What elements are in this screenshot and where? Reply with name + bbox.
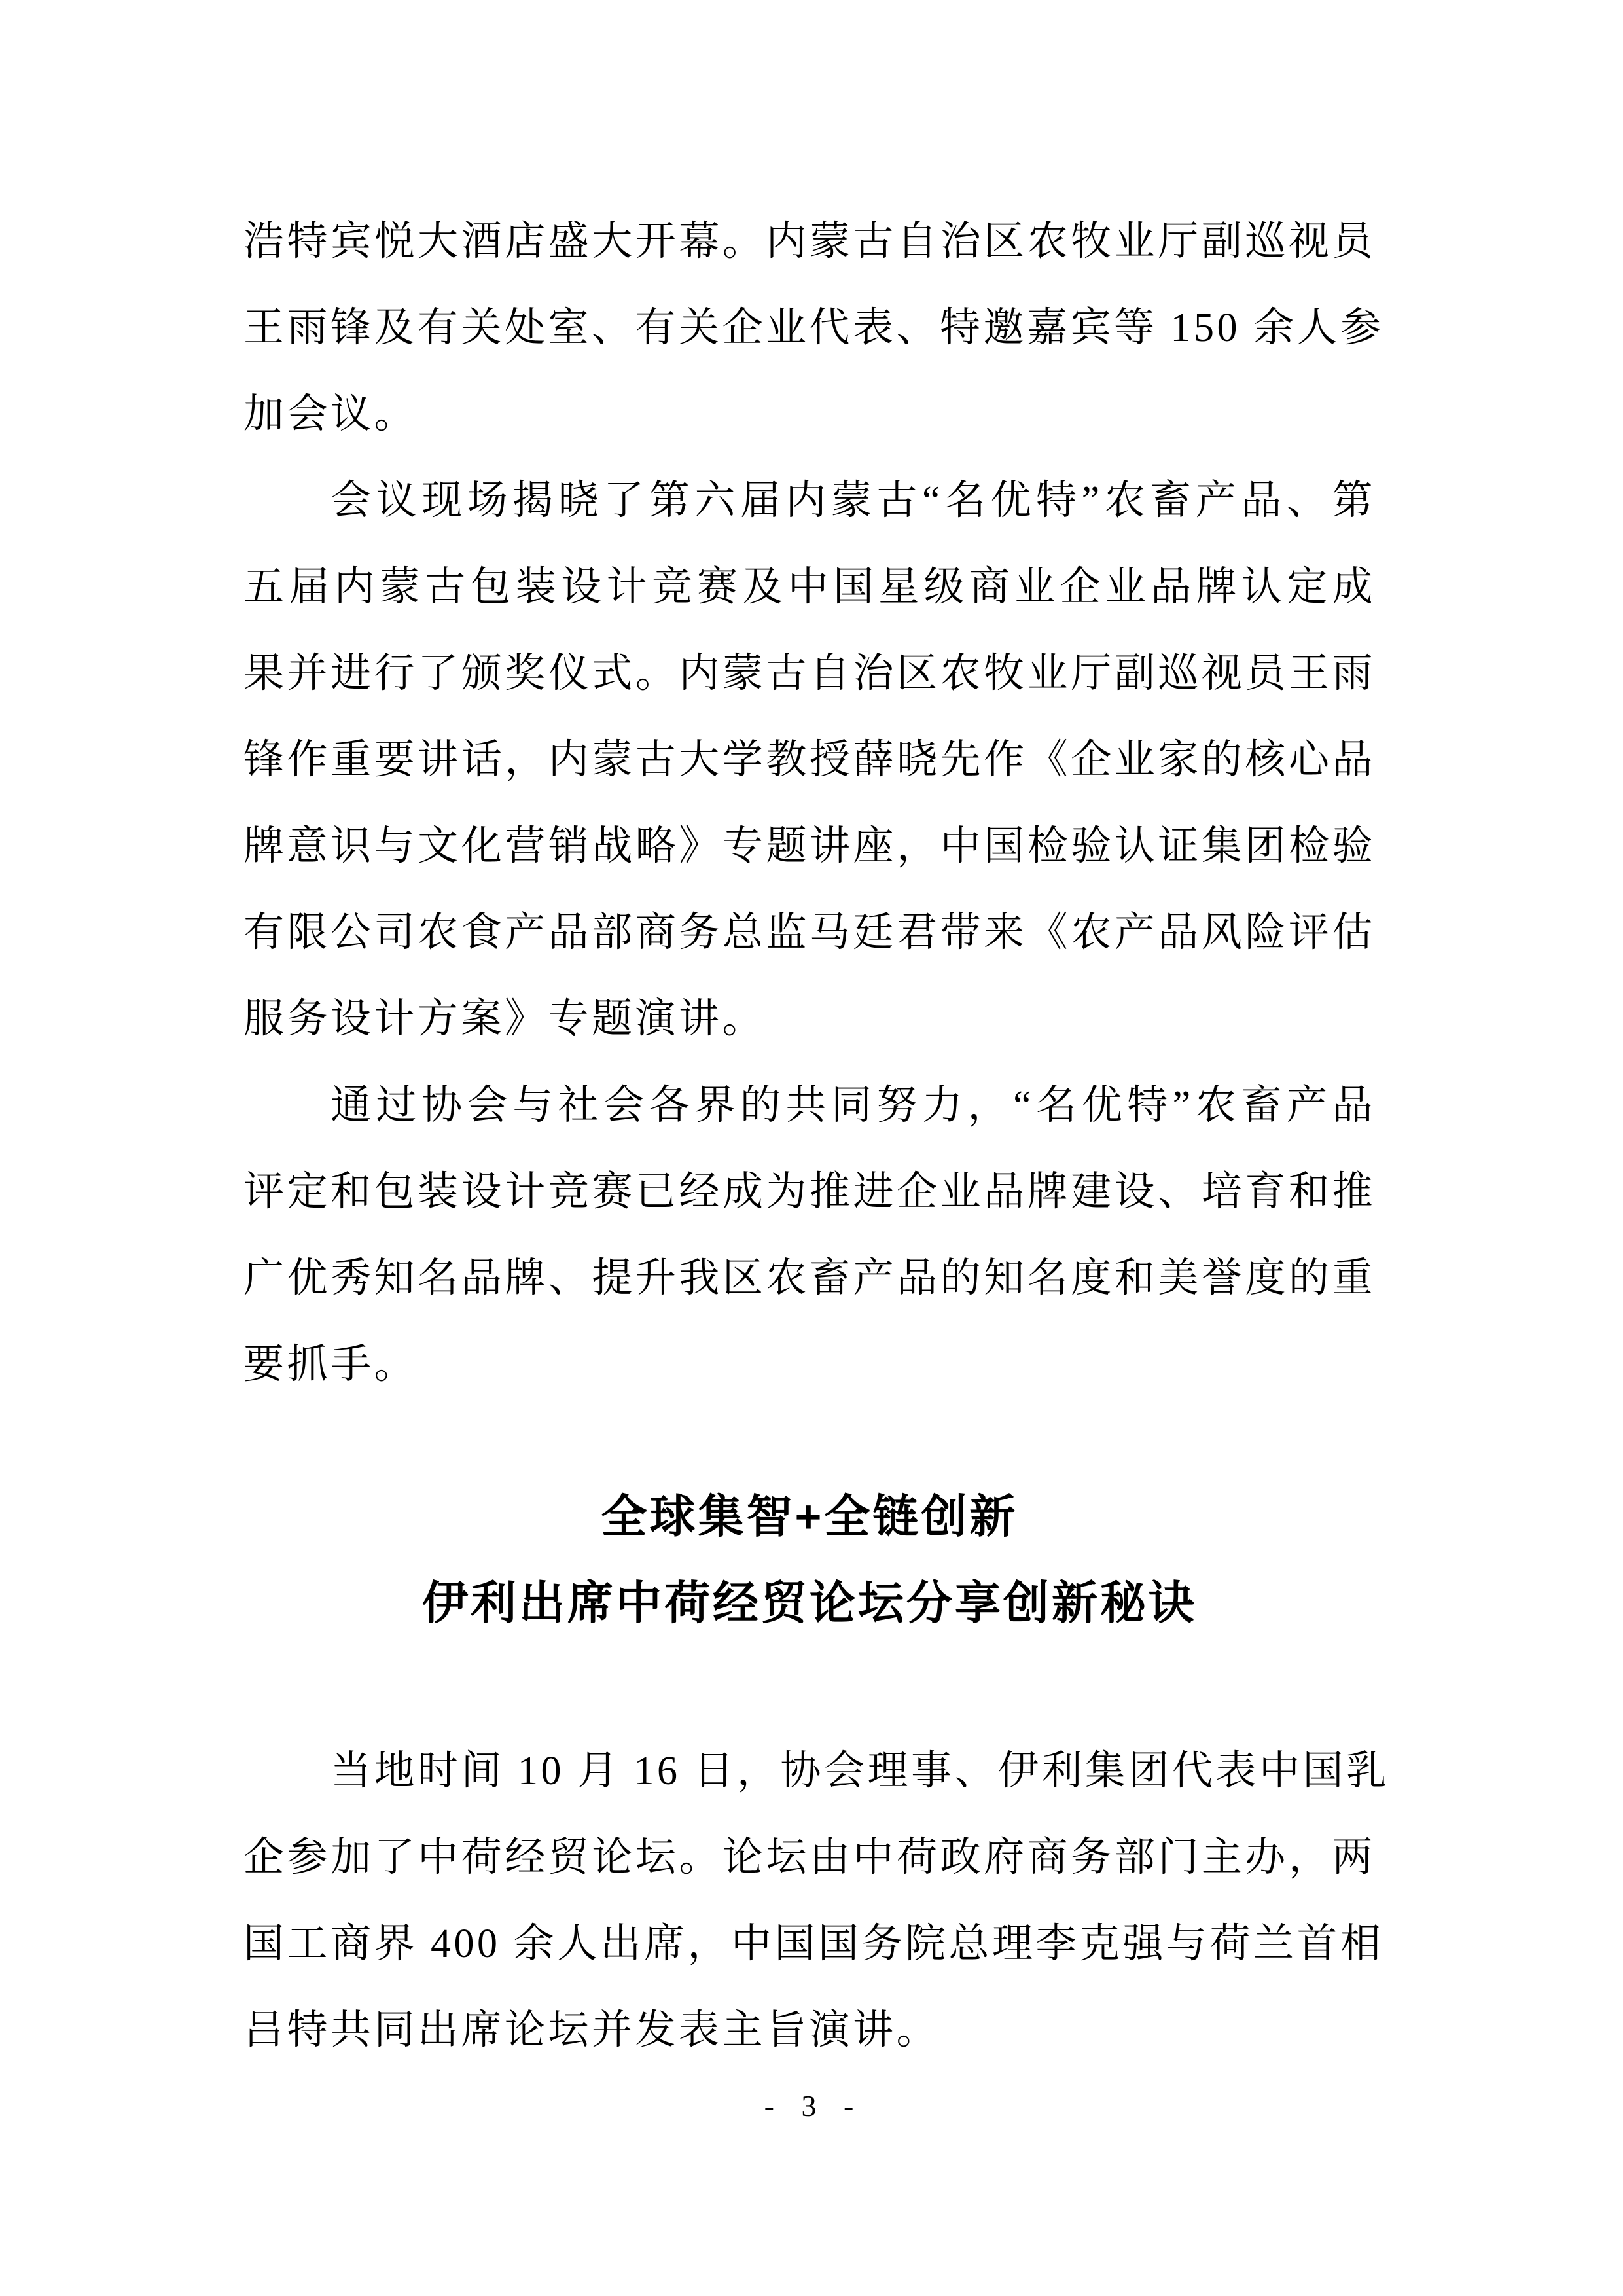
body-line: 当地时间 10 月 16 日，协会理事、伊利集团代表中国乳 — [330, 1749, 1390, 1793]
body-line: 广优秀知名品牌、提升我区农畜产品的知名度和美誉度的重 — [243, 1256, 1376, 1300]
body-line: 锋作重要讲话，内蒙古大学教授薛晓先作《企业家的核心品 — [243, 738, 1376, 782]
body-line: 加会议。 — [243, 392, 418, 437]
body-line: 果并进行了颁奖仪式。内蒙古自治区农牧业厅副巡视员王雨 — [243, 651, 1376, 696]
body-line: 吕特共同出席论坛并发表主旨演讲。 — [243, 2008, 940, 2053]
body-line: 会议现场揭晓了第六届内蒙古“名优特”农畜产品、第 — [330, 478, 1376, 523]
body-line: 浩特宾悦大酒店盛大开幕。内蒙古自治区农牧业厅副巡视员 — [243, 219, 1376, 264]
body-line: 国工商界 400 余人出席，中国国务院总理李克强与荷兰首相 — [243, 1922, 1384, 1966]
body-line: 要抓手。 — [243, 1342, 418, 1387]
text-column — [243, 198, 1390, 2126]
section-title-line-1: 全球集智+全链创新 — [601, 1491, 1018, 1542]
paragraph-1 — [243, 198, 1384, 457]
body-line: 牌意识与文化营销战略》专题讲座，中国检验认证集团检验 — [243, 824, 1376, 869]
body-line: 王雨锋及有关处室、有关企业代表、特邀嘉宾等 150 余人参 — [243, 306, 1384, 350]
paragraph-3 — [243, 1062, 1376, 1408]
body-line: 五届内蒙古包装设计竞赛及中国星级商业企业品牌认定成 — [243, 565, 1376, 609]
body-line: 服务设计方案》专题演讲。 — [243, 997, 766, 1041]
page-number: - 3 - — [764, 2089, 855, 2123]
body-line: 通过协会与社会各界的共同努力，“名优特”农畜产品 — [330, 1083, 1376, 1128]
body-line: 企参加了中荷经贸论坛。论坛由中荷政府商务部门主办，两 — [243, 1835, 1376, 1880]
section-title-line-2: 伊利出席中荷经贸论坛分享创新秘诀 — [422, 1577, 1197, 1628]
body-line: 评定和包装设计竞赛已经成为推进企业品牌建设、培育和推 — [243, 1170, 1376, 1214]
paragraph-4 — [243, 1728, 1390, 2073]
paragraph-2 — [243, 457, 1376, 1062]
body-line: 有限公司农食产品部商务总监马廷君带来《农产品风险评估 — [243, 910, 1376, 955]
